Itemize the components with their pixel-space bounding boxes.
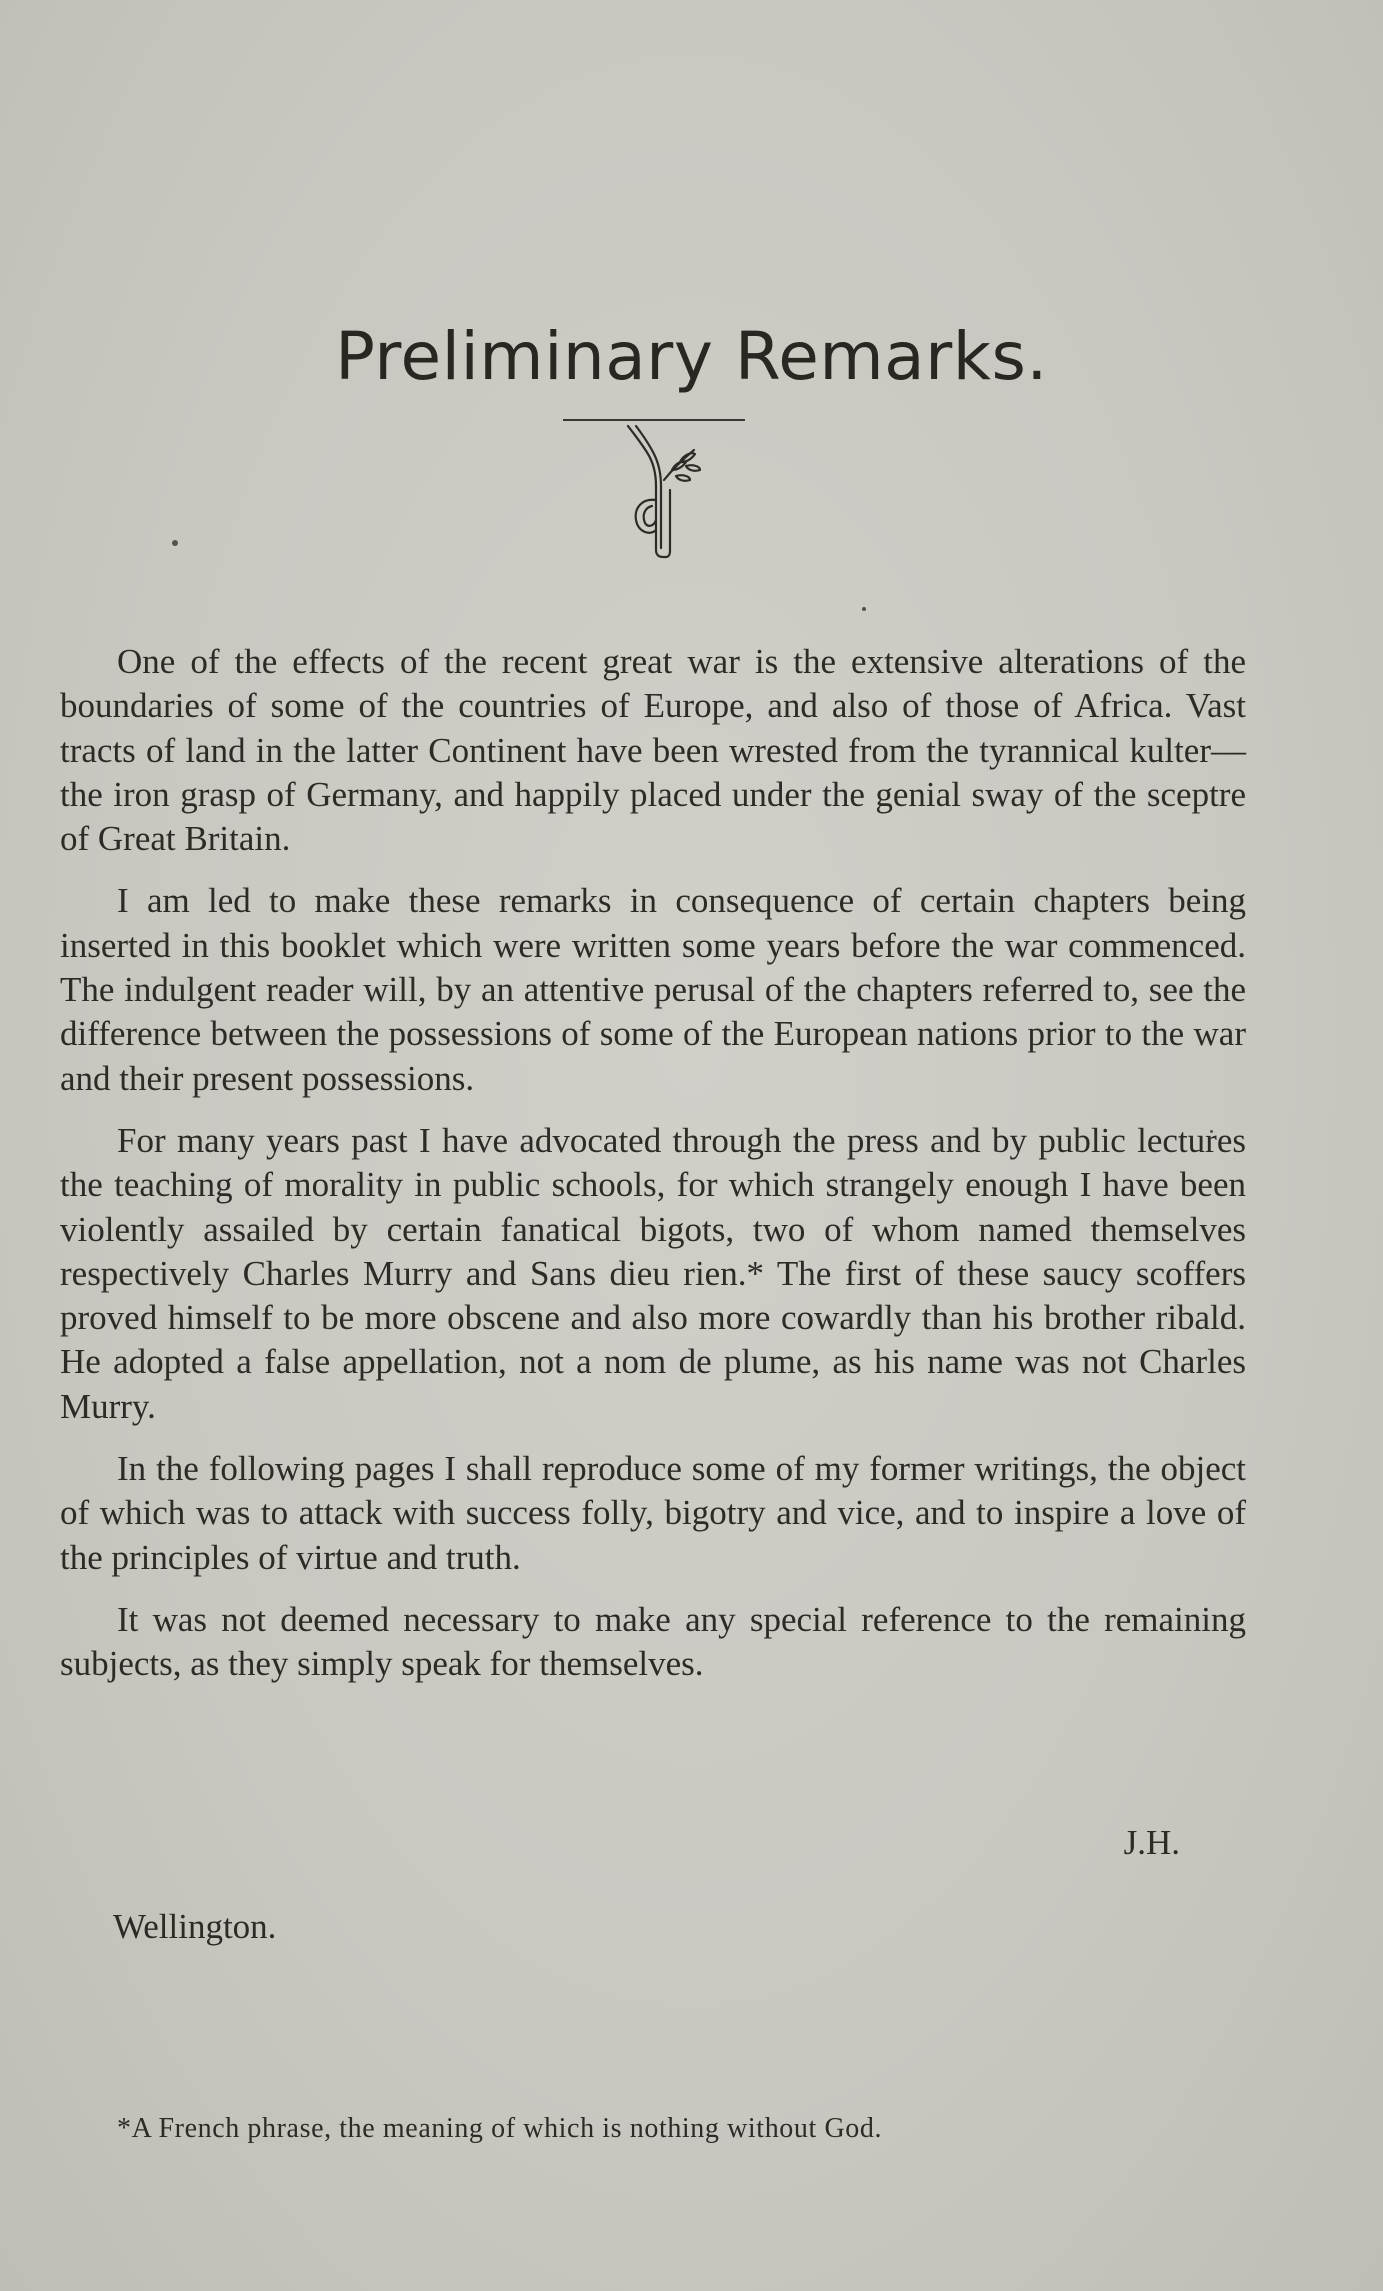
stylized-letter-y-ornament-icon bbox=[612, 420, 712, 560]
paragraph: I am led to make these remarks in consequence of certain chapters being inserted in this booklet which were written some years before the war commenced. The indulgent reader will, by an attentive perusal of the chapters referred to, see the difference between the possessions of some of the European nations prior to the war and their present possessions. bbox=[60, 881, 1246, 1098]
paper-speck bbox=[862, 607, 866, 611]
place-name: Wellington. bbox=[113, 1907, 277, 1946]
paper-speck bbox=[172, 540, 178, 546]
paragraph: For many years past I have advocated through the press and by public lectures the teaching of morality in public schools, for which strangely enough I have been violently assailed by certain fanatical bigots, two of whom named themselves respectively Charles Murry and Sans dieu rien.* The first of these saucy scoffers proved himself to be more obscene and also more cowardly than his brother ribald. He adopted a false appellation, not a nom de plume, as his name was not Charles Murry. bbox=[60, 1120, 1246, 1426]
paragraph: In the following pages I shall reproduce some of my former writings, the object of which was to attack with success folly, bigotry and vice, and to inspire a love of the principles of virtue and truth. bbox=[60, 1449, 1246, 1577]
footnote: *A French phrase, the meaning of which is nothing without God. bbox=[117, 2113, 883, 2144]
body-text bbox=[60, 640, 1246, 1705]
author-initials: J.H. bbox=[1123, 1823, 1180, 1862]
paragraph: It was not deemed necessary to make any special reference to the remaining subjects, as they simply speak for themselves. bbox=[60, 1599, 1246, 1684]
paragraph: One of the effects of the recent great war is the extensive alterations of the boundaries of some of the countries of Europe, and also of those of Africa. Vast tracts of land in the latter Continent have been wrested from the tyrannical kulter—the iron grasp of Germany, and happily placed under the genial sway of the sceptre of Great Britain. bbox=[60, 642, 1246, 859]
page-title: Preliminary Remarks. bbox=[335, 318, 1048, 395]
